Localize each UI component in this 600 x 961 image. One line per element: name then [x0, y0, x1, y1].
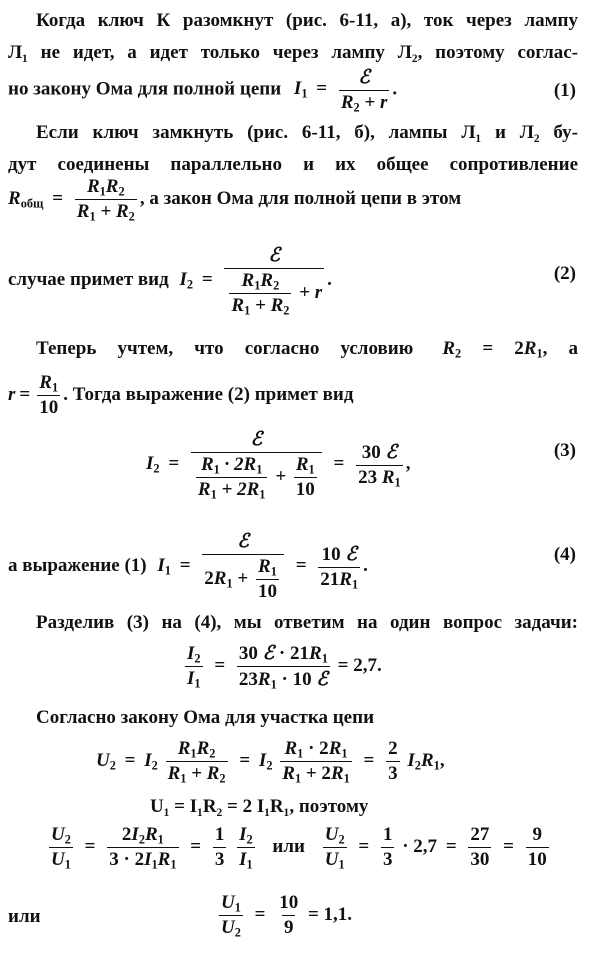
fraction: $\frac{U_1}{U_2}$	[221, 892, 241, 940]
text-fragment: но закону Ома для полной цепи	[8, 78, 282, 100]
text-fragment: , а закон Ома для полной цепи в этом	[139, 187, 462, 209]
u2-equation: $U_2 = I_2$ $\frac{R_1R_2}{R_1 + R_2}$ = $I_2$ $\frac{R_1 \cdot 2R_1}{R_1 + 2R_1}$ = $\frac{2}{3}$ $I_2R_1$,	[96, 738, 445, 786]
equation-number: (3)	[553, 440, 576, 461]
formula-line: но закону Ома для полной цепи $I_1$ = $\frac{\text{ℰ}}{R_2 + r}$ .	[8, 67, 398, 115]
fraction: $\frac{I_2}{I_1}$	[187, 643, 201, 691]
fraction: ℰ $2R_1$ + $\frac{R_1}{10}$	[202, 530, 284, 603]
fraction: $\frac{I_2}{I_1}$	[239, 824, 253, 872]
u-ratio-equation: $\frac{U_2}{U_1}$ = $\frac{2I_2R_1}{3 \cdot 2I_1R_1}$ = $\frac{1}{3}$ $\frac{I_2}{I_1}$ или $\frac{U_2}{U_1}$ = $\frac{1}{3}$ · 2,7 = $\frac{27}{30}$ = $\frac{9}{10}$	[51, 824, 547, 872]
text-fragment: = 1,1.	[307, 903, 353, 925]
fraction: $\frac{30 ℰ \cdot 21R_1}{23R_1 \cdot 10 ℰ}$	[238, 643, 328, 692]
text-fragment: а выражение (1)	[8, 554, 147, 576]
text-line: Л₁ не идет, а идет только через лампу Л₂, поэтому соглас-	[8, 42, 578, 63]
ratio-equation: $\frac{I_2}{I_1}$ = $\frac{30 ℰ \cdot 21R_1}{23R_1 \cdot 10 ℰ}$ = 2,7.	[187, 643, 382, 692]
formula-line: случае примет вид $I_2$ = ℰ $\frac{R_1R_2}{R_1 + R_2}$ + r .	[8, 245, 332, 318]
text-fragment: . Тогда выражение (2) примет вид	[63, 383, 354, 405]
formula-line: r = $\frac{R_1}{10}$ . Тогда выражение (2) примет вид	[8, 372, 354, 418]
text-fragment: Теперь учтем, что согласно условию	[36, 338, 414, 359]
text-fragment: , а	[542, 338, 579, 359]
fraction: ℰ $\frac{R_1R_2}{R_1 + R_2}$ + r	[224, 244, 324, 317]
fraction: $\frac{1}{3}$	[382, 824, 393, 870]
equation-number: (4)	[553, 544, 576, 565]
text-fragment: = 2,7.	[337, 654, 382, 676]
equation-number: (1)	[553, 80, 576, 101]
fraction: $\frac{10}{9}$	[279, 892, 299, 938]
text-fragment: или	[272, 835, 305, 857]
fraction: $\frac{R_1R_2}{R_1 + R_2}$	[167, 738, 226, 786]
fraction: $\frac{27}{30}$	[470, 824, 490, 870]
equation-3: $I_2$ = ℰ $\frac{R_1 \cdot 2R_1}{R_1 + 2R_1}$ + $\frac{R_1}{10}$ = $\frac{\text{30 ℰ}}{23 R_1}$ ,	[146, 429, 411, 502]
equation-number: (2)	[553, 263, 576, 284]
fraction: $\frac{9}{10}$	[527, 824, 547, 870]
fraction: ℰ $\frac{R_1 \cdot 2R_1}{R_1 + 2R_1}$ + $\frac{R_1}{10}$	[191, 428, 322, 501]
fraction: $\frac{\text{30 ℰ}}{23 R_1}$	[358, 441, 401, 490]
text-line: дут соединены параллельно и их общее сопротивление	[8, 154, 578, 175]
fraction: $\frac{\text{10 ℰ}}{21R_1}$	[320, 543, 359, 592]
u1-equation: U₁ = I₁R₂ = 2 I₁R₁, поэтому	[150, 796, 369, 817]
fraction: $\frac{U_2}{U_1}$	[324, 824, 345, 872]
text-line: или	[8, 906, 41, 927]
fraction: $\frac{2}{3}$	[388, 738, 398, 784]
text-line: Согласно закону Ома для участка цепи	[36, 707, 375, 728]
text-line: Если ключ замкнуть (рис. 6-11, б), лампы Л₁ и Л₂ бу-	[36, 122, 578, 143]
final-equation: $\frac{U_1}{U_2}$ = $\frac{10}{9}$ = 1,1.	[221, 892, 353, 940]
formula-line: а выражение (1) $I_1$ = ℰ $2R_1$ + $\frac{R_1}{10}$ = $\frac{\text{10 ℰ}}{21R_1}$ .	[8, 531, 368, 602]
fraction: $\frac{1}{3}$	[214, 824, 225, 870]
fraction: $\frac{2I_2R_1}{3 \cdot 2I_1R_1}$	[109, 824, 177, 872]
text-fragment: случае примет вид	[8, 268, 169, 290]
fraction: $\frac{U_2}{U_1}$	[51, 824, 71, 872]
fraction: $\frac{R_1}{10}$	[39, 372, 59, 418]
text-line: Разделив (3) на (4), мы ответим на один вопрос задачи:	[36, 612, 578, 633]
fraction: $\frac{\text{ℰ}}{R_2 + r}$	[340, 67, 388, 115]
formula-line: Теперь учтем, что согласно условию $R_2 = 2R_1$, а	[36, 338, 579, 361]
fraction: $\frac{R_1R_2}{R_1 + R_2}$	[76, 176, 135, 224]
text-line: Когда ключ К разомкнут (рис. 6-11, а), ток через лампу	[36, 10, 578, 31]
formula-line: $R_{общ}$ = $\frac{R_1R_2}{R_1 + R_2}$ , а закон Ома для полной цепи в этом	[8, 176, 462, 224]
fraction: $\frac{R_1 \cdot 2R_1}{R_1 + 2R_1}$	[282, 738, 350, 786]
